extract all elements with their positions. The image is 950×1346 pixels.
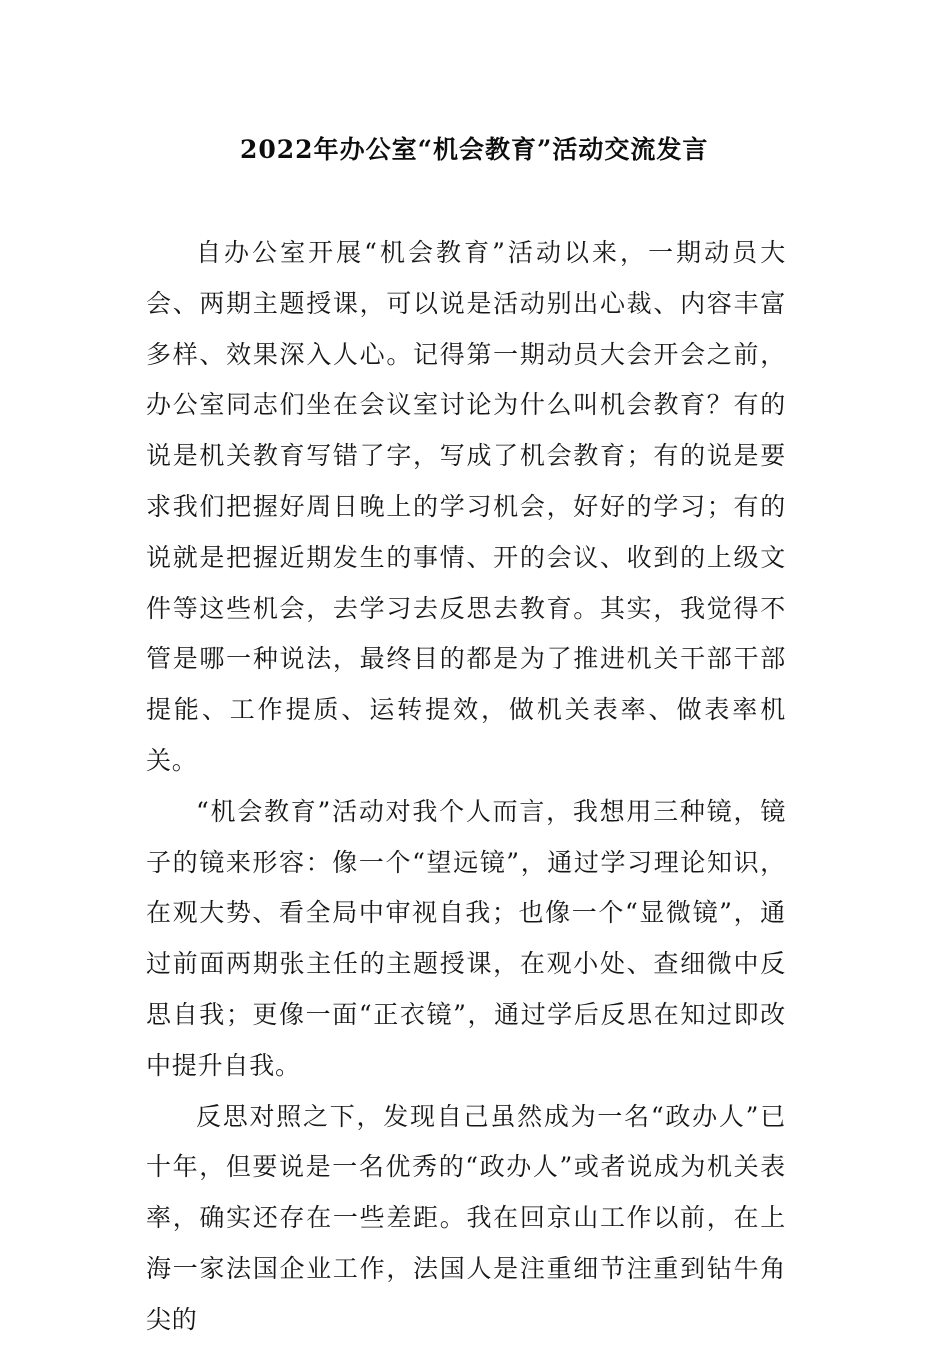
document-body [146,228,786,1346]
paragraph-2: “机会教育”活动对我个人而言，我想用三种镜，镜子的镜来形容：像一个“望远镜”，通过学习理论知识，在观大势、看全局中审视自我；也像一个“显微镜”，通过前面两期张主任的主题授课，在观小处、查细微中反思自我；更像一面“正衣镜”，通过学后反思在知过即改中提升自我。 [146,796,786,1080]
paragraph-1: 自办公室开展“机会教育”活动以来，一期动员大会、两期主题授课，可以说是活动别出心裁、内容丰富多样、效果深入人心。记得第一期动员大会开会之前，办公室同志们坐在会议室讨论为什么叫机会教育？有的说是机关教育写错了字，写成了机会教育；有的说是要求我们把握好周日晚上的学习机会，好好的学习；有的说就是把握近期发生的事情、开的会议、收到的上级文件等这些机会，去学习去反思去教育。其实，我觉得不管是哪一种说法，最终目的都是为了推进机关干部干部提能、工作提质、运转提效，做机关表率、做表率机关。 [146,238,786,775]
paragraph-3: 反思对照之下，发现自己虽然成为一名“政办人”已十年，但要说是一名优秀的“政办人”或者说成为机关表率，确实还存在一些差距。我在回京山工作以前，在上海一家法国企业工作，法国人是注重细节注重到钻牛角尖的 [146,1101,786,1334]
document-title: 2022年办公室“机会教育”活动交流发言 [240,135,709,164]
